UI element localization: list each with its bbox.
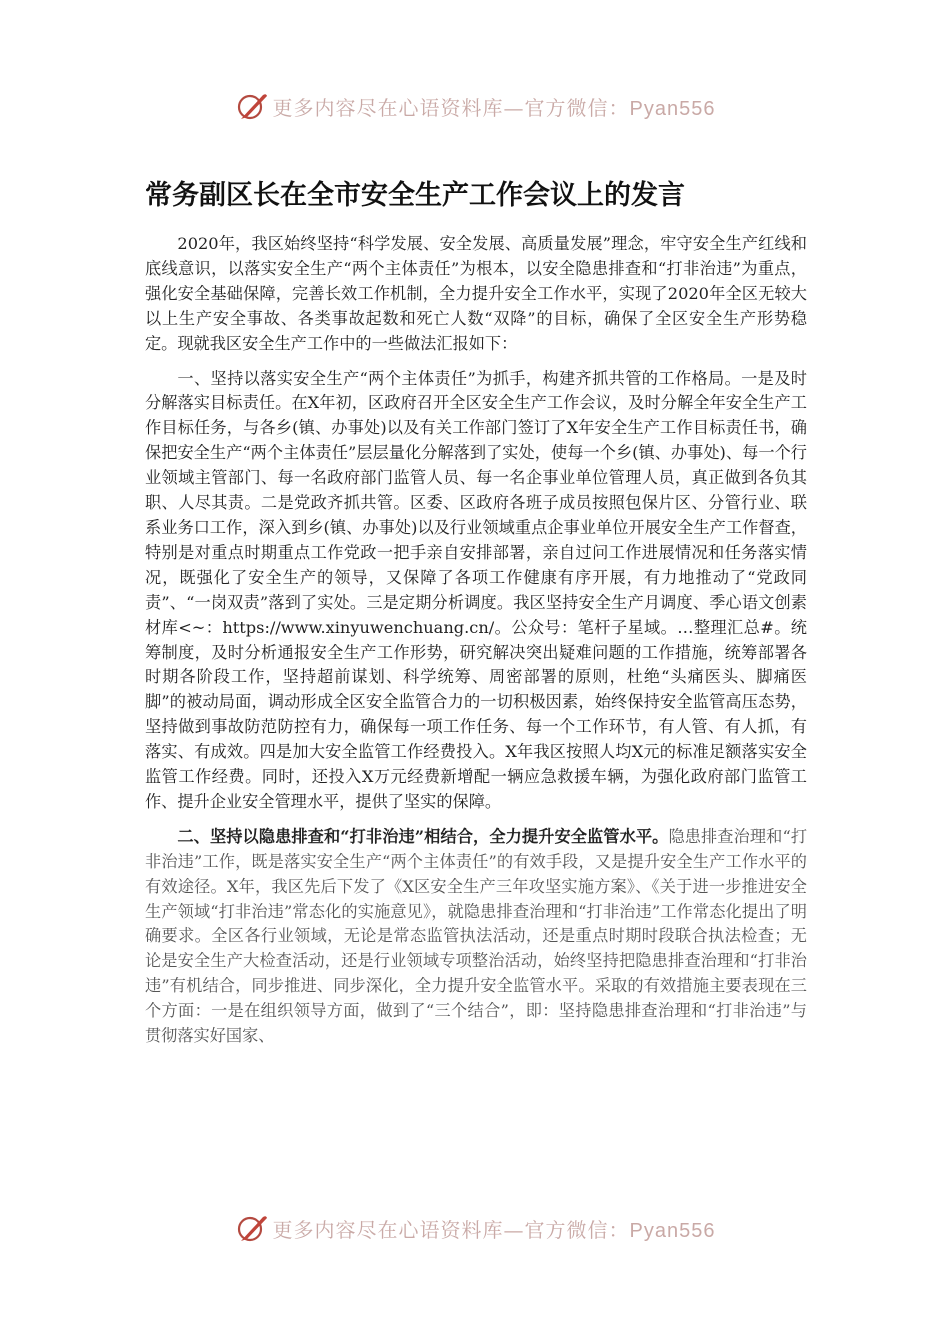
section-2-body: 隐患排查治理和“打非治违”工作，既是落实安全生产“两个主体责任”的有效手段，又是提升安全生产工作水平的有效途径。X年，我区先后下发了《X区安全生产三年攻坚实施方案》、《关于进一步推进安全生产领域“打非治违”常态化的实施意见》，就隐患排查治理和“打非治违”工作常态化提出了明确要求。全区各行业领域，无论是常态监管执法活动，还是重点时期时段联合执法检查；无论是安全生产大检查活动，还是行业领域专项整治活动，始终坚持把隐患排查治理和“打非治违”有机结合，同步推进、同步深化，全力提升安全监管水平。采取的有效措施主要表现在三个方面：一是在组织领导方面，做到了“三个结合”，即：坚持隐患排查治理和“打非治违”与贯彻落实好国家、 xyxy=(145,826,808,1046)
wechat-id: Pyan556 xyxy=(629,97,716,120)
page-title: 常务副区长在全市安全生产工作会议上的发言 xyxy=(145,180,685,211)
footer-wechat-id: Pyan556 xyxy=(629,1219,716,1242)
document-body xyxy=(145,232,807,1049)
banner-text: 更多内容尽在心语资料库—官方微信：Pyan556 xyxy=(272,95,716,120)
header-banner xyxy=(0,86,950,126)
quill-pen-logo-icon xyxy=(235,89,269,123)
paragraph-intro: 2020年，我区始终坚持“科学发展、安全发展、高质量发展”理念，牢守安全生产红线和底线意识，以落实安全生产“两个主体责任”为根本，以安全隐患排查和“打非治违”为重点，强化安全基础保障，完善长效工作机制，全力提升安全工作水平，实现了2020年全区无较大以上生产安全事故、各类事故起数和死亡人数“双降”的目标，确保了全区安全生产形势稳定。现就我区安全生产工作中的一些做法汇报如下： xyxy=(145,234,807,353)
footer-banner-text: 更多内容尽在心语资料库—官方微信：Pyan556 xyxy=(272,1217,716,1242)
quill-pen-logo-icon xyxy=(235,1211,269,1245)
paragraph-section-2 xyxy=(145,825,807,1049)
section-2-heading: 二、坚持以隐患排查和“打非治违”相结合，全力提升安全监管水平。 xyxy=(177,826,669,846)
footer-banner xyxy=(0,1208,950,1248)
paragraph-section-1: 一、坚持以落实安全生产“两个主体责任”为抓手，构建齐抓共管的工作格局。一是及时分解落实目标责任。在X年初，区政府召开全区安全生产工作会议，及时分解全年安全生产工作目标任务，与各乡(镇、办事处)以及有关工作部门签订了X年安全生产工作目标责任书，确保把安全生产“两个主体责任”层层量化分解落到了实处，使每一个乡(镇、办事处)、每一个行业领域主管部门、每一名政府部门监管人员、每一名企事业单位管理人员，真正做到各负其职、人尽其责。二是党政齐抓共管。区委、区政府各班子成员按照包保片区、分管行业、联系业务口工作，深入到乡(镇、办事处)以及行业领域重点企事业单位开展安全生产工作督查，特别是对重点时期重点工作党政一把手亲自安排部署，亲自过问工作进展情况和任务落实情况，既强化了安全生产的领导，又保障了各项工作健康有序开展，有力地推动了“党政同责”、“一岗双责”落到了实处。三是定期分析调度。我区坚持安全生产月调度、季心语文创素材库<~：https://www.xinyuwenchuang.cn/。公众号：笔杆子星域。…整理汇总#。统筹制度，及时分析通报安全生产工作形势，研究解决突出疑难问题的工作措施，统筹部署各时期各阶段工作，坚持超前谋划、科学统筹、周密部署的原则，杜绝“头痛医头、脚痛医脚”的被动局面，调动形成全区安全监管合力的一切积极因素，始终保持安全监管高压态势，坚持做到事故防范防控有力，确保每一项工作任务、每一个工作环节，有人管、有人抓，有落实、有成效。四是加大安全监管工作经费投入。X年我区按照人均X元的标准足额落实安全监管工作经费。同时，还投入X万元经费新增配一辆应急救援车辆，为强化政府部门监管工作、提升企业安全管理水平，提供了坚实的保障。 xyxy=(145,368,807,811)
